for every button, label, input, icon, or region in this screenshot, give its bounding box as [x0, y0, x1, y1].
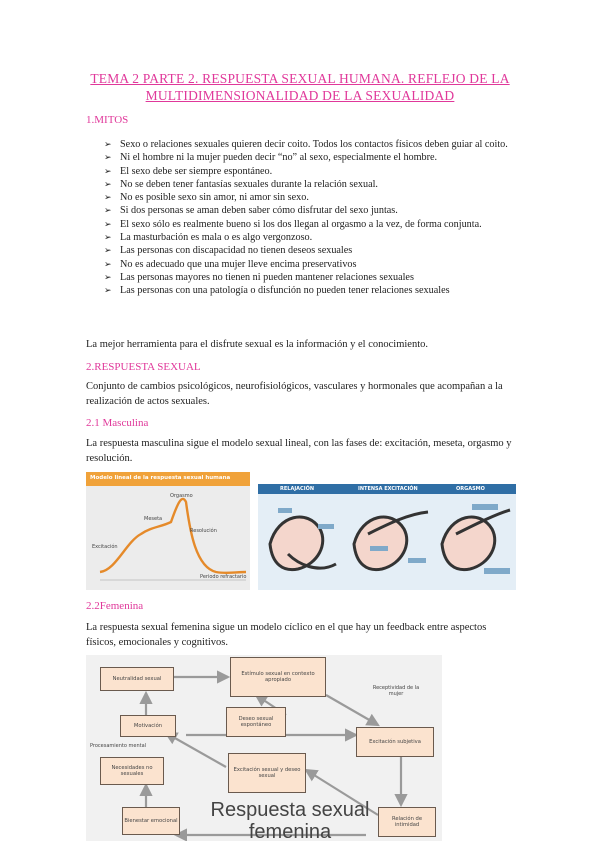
- anatomy-panel-3: [442, 510, 510, 570]
- box-excitacion-subjetiva: Excitación subjetiva: [356, 727, 434, 757]
- list-item: ➢ Las personas con discapacidad no tienen deseos sexuales: [104, 245, 353, 257]
- response-curve: [100, 499, 246, 573]
- page-title: TEMA 2 PARTE 2. RESPUESTA SEXUAL HUMANA. REFLEJO DE LA MULTIDIMENSIONALIDAD DE LA SEXUALIDAD: [90, 71, 510, 103]
- label-procesamiento: Procesamiento mental: [90, 743, 147, 749]
- linear-model-figure: [86, 472, 250, 590]
- box-necesidades: Necesidades no sexuales: [100, 757, 164, 785]
- list-item: ➢ El sexo sólo es realmente bueno si los dos llegan al orgasmo a la vez, de forma conjunta.: [104, 218, 482, 230]
- section-heading-femenina: 2.2Femenina: [86, 600, 144, 612]
- box-excitacion-deseo: Excitación sexual y deseo sexual: [228, 753, 306, 793]
- list-item: ➢ Las personas con una patología o disfunción no pueden tener relaciones sexuales: [104, 285, 450, 297]
- list-item: ➢ La masturbación es mala o es algo vergonzoso.: [104, 232, 313, 244]
- myths-conclusion: La mejor herramienta para el disfrute sexual es la información y el conocimiento.: [86, 339, 428, 350]
- box-bienestar: Bienestar emocional: [122, 807, 180, 835]
- list-item: ➢ El sexo debe ser siempre espontáneo.: [104, 165, 273, 177]
- arrow-stimulus-to-excitation: [326, 695, 378, 725]
- cyclic-model-figure: [86, 655, 442, 841]
- anatomy-header-orgasmo: ORGASMO: [456, 486, 485, 492]
- arrow-bullet-icon: ➢: [104, 285, 112, 296]
- box-intimidad: Relación de intimidad: [378, 807, 436, 837]
- arrow-bullet-icon: ➢: [104, 139, 112, 149]
- box-motivacion: Motivación: [120, 715, 176, 737]
- list-item: ➢ No se deben tener fantasías sexuales durante la relación sexual.: [104, 178, 378, 190]
- box-neutralidad: Neutralidad sexual: [100, 667, 174, 691]
- section-heading-mitos: 1.MITOS: [86, 114, 129, 126]
- list-item: ➢ No es posible sexo sin amor, ni amor sin sexo.: [104, 192, 309, 204]
- respuesta-definition: Conjunto de cambios psicológicos, neurofisiológicos, vasculares y hormonales que acompañan a la realización de actos sexuales.: [86, 381, 503, 407]
- anatomy-header-relajacion: RELAJACIÓN: [280, 486, 315, 492]
- cyclic-overlay-title: Respuesta sexual femenina: [210, 799, 370, 841]
- arrow-bullet-icon: ➢: [104, 178, 112, 189]
- label-resolucion: Resolución: [190, 528, 217, 534]
- list-item: ➢ No es adecuado que una mujer lleve encima preservativos: [104, 258, 357, 270]
- arrow-bullet-icon: ➢: [104, 218, 112, 229]
- anatomy-illustration: [258, 484, 516, 590]
- label-receptividad: Receptividad de la mujer: [372, 685, 420, 697]
- arrow-bullet-icon: ➢: [104, 258, 112, 269]
- arrow-bullet-icon: ➢: [104, 192, 112, 203]
- linear-figure-title: Modelo lineal de la respuesta sexual humana: [90, 475, 231, 481]
- list-item: ➢ Sexo o relaciones sexuales quieren decir coito. Todos los contactos físicos deben guiar al coito.: [104, 139, 508, 150]
- section-heading-masculina: 2.1 Masculina: [86, 417, 149, 429]
- femenina-text: La respuesta sexual femenina sigue un modelo cíclico en el que hay un feedback entre aspectos físicos, emocionales y cognitivos.: [86, 622, 487, 648]
- box-deseo-espontaneo: Deseo sexual espontáneo: [226, 707, 286, 737]
- arrow-bullet-icon: ➢: [104, 152, 112, 163]
- anatomy-figure: [258, 484, 516, 590]
- section-heading-respuesta: 2.RESPUESTA SEXUAL: [86, 361, 201, 373]
- masculina-text: La respuesta masculina sigue el modelo sexual lineal, con las fases de: excitación, meseta, orgasmo y resolución.: [86, 438, 512, 464]
- label-orgasmo: Orgasmo: [170, 493, 193, 499]
- arrow-bullet-icon: ➢: [104, 232, 112, 243]
- list-item: ➢ Si dos personas se aman deben saber cómo disfrutar del sexo juntas.: [104, 205, 398, 217]
- arrow-bullet-icon: ➢: [104, 205, 112, 216]
- arrow-bullet-icon: ➢: [104, 165, 112, 176]
- list-item: ➢ Ni el hombre ni la mujer pueden decir “no” al sexo, especialmente el hombre.: [104, 152, 438, 164]
- arrow-bullet-icon: ➢: [104, 271, 112, 282]
- arrow-to-motivation: [166, 733, 226, 767]
- label-meseta: Meseta: [144, 516, 163, 522]
- myths-list: [100, 138, 520, 298]
- arrow-bullet-icon: ➢: [104, 245, 112, 256]
- list-item: ➢ Las personas mayores no tienen ni pueden mantener relaciones sexuales: [104, 271, 414, 283]
- linear-curve-svg: [86, 472, 250, 590]
- anatomy-header-excitacion: INTENSA EXCITACIÓN: [358, 486, 418, 492]
- label-periodo-refractario: Periodo refractario: [200, 574, 247, 580]
- label-excitacion: Excitación: [92, 544, 118, 550]
- box-estimulo: Estímulo sexual en contexto apropiado: [230, 657, 326, 697]
